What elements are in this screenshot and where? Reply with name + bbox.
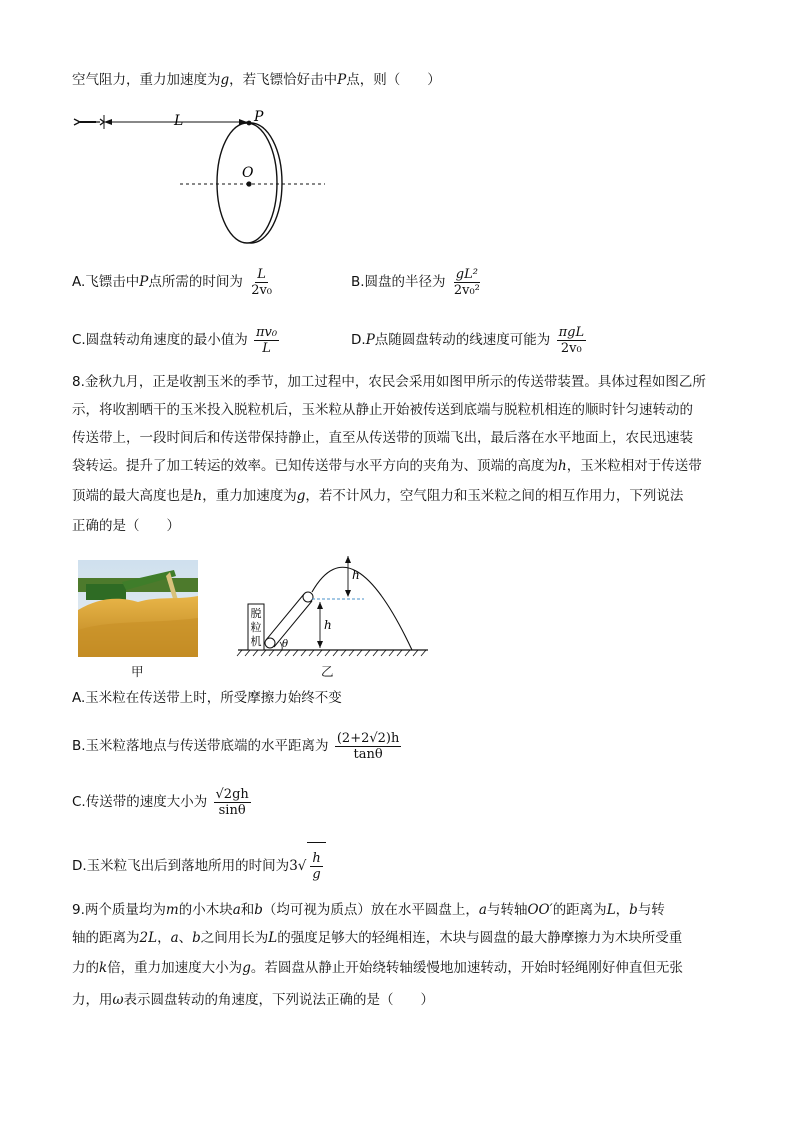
q7-optC-fraction: $\frac{\text{πv₀}}{L}$ [256, 324, 278, 356]
q7-stem-P: P [337, 72, 347, 88]
q8-line5-mid: ，重力加速度为 [202, 488, 297, 504]
machine-label-3: 机 [250, 635, 262, 648]
q8-line4-h: h [558, 458, 567, 474]
q8-optB-fraction: $\frac{(2+2√2)h}{\tan\theta}$ [336, 730, 400, 762]
q8-line5-end: ，若不计风力，空气阻力和玉米粒之间的相互作用力，下列说法 [305, 488, 684, 504]
fig-O-label: O [242, 165, 254, 181]
q7-optA-pre: A.飞镖击中 [72, 274, 140, 290]
q8-stem-line4 [72, 456, 702, 476]
q7-option-d [351, 320, 588, 360]
q7-stem-end: 点，则（ ） [346, 72, 441, 88]
q7-stem-mid: ，若飞镖恰好击中 [229, 72, 338, 88]
q8-option-b [72, 724, 403, 768]
q8-optB-pre: B.玉米粒落地点与传送带底端的水平距离为 [72, 738, 329, 754]
q8-corn-harvest-photo [78, 560, 198, 657]
q8-stem-line2: 示，将收割晒干的玉米投入脱粒机后，玉米粒从静止开始被传送到底端与脱粒机相连的顺时针匀速转动的 [72, 402, 693, 418]
h-upper-label: h [352, 568, 360, 582]
q8-line5-text: 顶端的最大高度也是 [72, 488, 194, 504]
q8-line4-text: 袋转运。提升了加工转运的效率。已知传送带与水平方向的夹角为、顶端的高度为 [72, 458, 558, 474]
fig-L-label: L [174, 113, 184, 129]
q8-option-d: D.玉米粒飞出后到落地所用的时间为3√ $\frac{h}{g}$ [72, 842, 326, 889]
q8-caption-right: 乙 [321, 664, 334, 679]
q7-stem-text: 空气阻力，重力加速度为 [72, 72, 221, 88]
q7-optB-fraction: $\frac{\text{gL²}}{\text{2v₀²}}$ [453, 266, 480, 298]
q9-stem-line2: 轴的距离为2L，a、b之间用长为L的强度足够大的轻绳相连，木块与圆盘的最大静摩擦力为木块所受重 [72, 930, 683, 946]
machine-label-1: 脱 [250, 607, 262, 620]
q8-option-c [72, 780, 253, 824]
fig-P-label: P [254, 109, 264, 125]
q7-stem-g: g [220, 72, 230, 88]
q8-optD-fraction: $\frac{h}{g}$ [312, 850, 321, 882]
q8-stem-line3: 传送带上，一段时间后和传送带保持静止，直至从传送带的顶端飞出，最后落在水平地面上，农民迅速装 [72, 430, 693, 446]
q8-optC-fraction: $\frac{√2gh}{\sin\theta}$ [215, 786, 249, 818]
q7-optD-post: 点随圆盘转动的线速度可能为 [374, 332, 551, 348]
dart-icon [74, 119, 104, 125]
h-lower-label: h [324, 618, 332, 632]
q7-optD-fraction: $\frac{\text{πgL}}{\text{2v₀}}$ [558, 324, 585, 356]
q8-stem-line6: 正确的是（ ） [72, 518, 180, 534]
q7-optA-post: 点所需的时间为 [148, 274, 243, 290]
q7-stem [72, 70, 441, 90]
q8-line5-g: g [296, 488, 306, 504]
q7-dart-disc-figure [70, 105, 340, 250]
q8-optD-pre: D.玉米粒飞出后到落地所用的时间为 [72, 858, 290, 874]
q8-line4-end: ，玉米粒相对于传送带 [566, 458, 702, 474]
q8-conveyor-diagram [236, 548, 431, 658]
q7-option-a [72, 262, 276, 302]
q9-stem-line4: 力，用ω表示圆盘转动的角速度，下列说法正确的是（ ） [72, 992, 435, 1008]
q7-optB-pre: B.圆盘的半径为 [351, 274, 446, 290]
q7-option-b [351, 262, 484, 302]
q8-line5-h: h [193, 488, 203, 504]
q8-caption-left: 甲 [131, 664, 144, 679]
q7-optA-P: P [139, 274, 149, 290]
q8-optD-coef: 3 [289, 858, 298, 874]
q7-optD-P: P [365, 332, 375, 348]
q7-optD-pre: D. [351, 332, 366, 348]
q8-stem-line5 [72, 486, 683, 506]
q7-optC-pre: C.圆盘转动角速度的最小值为 [72, 332, 248, 348]
q8-stem-line1: 8.金秋九月，正是收割玉米的季节，加工过程中，农民会采用如图甲所示的传送带装置。具体过程如图乙所 [72, 374, 706, 390]
q9-stem-line1: 9.两个质量均为m的小木块a和b（均可视为质点）放在水平圆盘上，a与转轴OO′的距离为L，b与转 [72, 902, 665, 918]
q7-optA-fraction: $\frac{L}{\text{2v₀}}$ [251, 266, 273, 298]
q9-stem-line3: 力的k倍，重力加速度大小为g。若圆盘从静止开始绕转轴缓慢地加速转动，开始时轻绳刚好伸直但无张 [72, 960, 683, 976]
theta-label: θ [282, 639, 289, 650]
q8-option-a: A.玉米粒在传送带上时，所受摩擦力始终不变 [72, 690, 342, 706]
q7-option-c [72, 320, 281, 360]
machine-label-2: 粒 [250, 621, 262, 634]
q8-optC-pre: C.传送带的速度大小为 [72, 794, 208, 810]
